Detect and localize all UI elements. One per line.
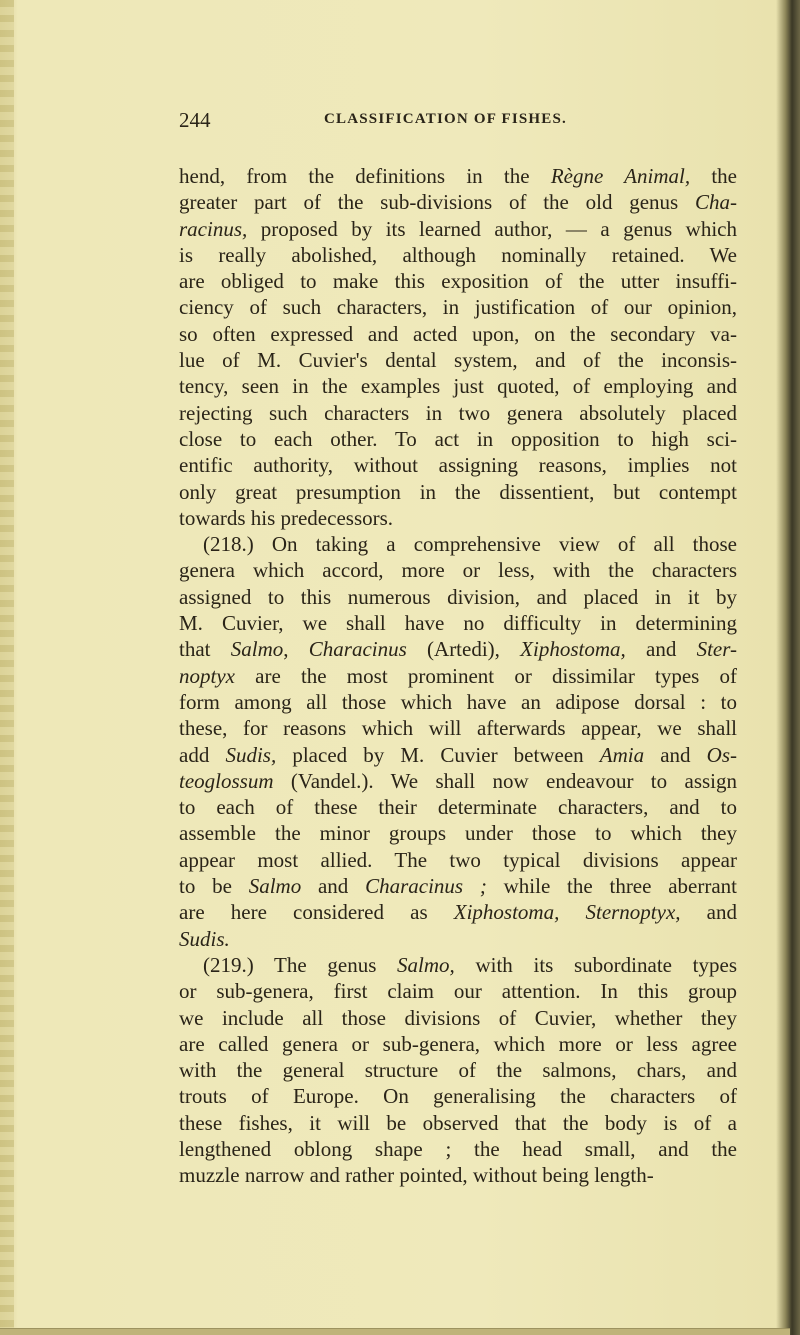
italic-text: Cha- xyxy=(695,190,737,215)
page-bottom-edge xyxy=(0,1328,790,1335)
body-text xyxy=(179,163,737,1189)
text-segment: or sub-genera, first claim our attention. In this group xyxy=(179,979,737,1004)
italic-text: Characinus ; xyxy=(365,874,487,899)
text-line xyxy=(179,1083,737,1109)
text-segment: close to each other. To act in opposition to high sci- xyxy=(179,426,737,451)
italic-text: Salmo xyxy=(230,637,284,662)
text-segment: assemble the minor groups under those to which they xyxy=(179,821,737,846)
text-segment: to each of these their determinate characters, and to xyxy=(179,795,737,820)
text-line xyxy=(179,400,737,426)
text-segment: M. Cuvier, we shall have no difficulty in determining xyxy=(179,611,737,636)
text-segment: entific authority, without assigning reasons, implies not xyxy=(179,453,737,478)
text-segment: is really abolished, although nominally retained. We xyxy=(179,242,737,267)
italic-text: Salmo, xyxy=(397,952,455,977)
text-segment: proposed by its learned author, — a genus which xyxy=(247,216,737,241)
text-segment: genera which accord, more or less, with the characters xyxy=(179,558,737,583)
text-line xyxy=(179,952,737,978)
text-line xyxy=(179,899,737,925)
italic-text: Xiphostoma, Sternoptyx, xyxy=(453,900,681,925)
text-line xyxy=(179,347,737,373)
italic-text: noptyx xyxy=(179,663,235,688)
text-line xyxy=(179,926,737,952)
text-segment: placed by M. Cuvier between xyxy=(276,742,600,767)
text-line xyxy=(179,663,737,689)
text-line xyxy=(179,268,737,294)
text-segment: lue of M. Cuvier's dental system, and of the inconsis- xyxy=(179,348,737,373)
text-segment: with its subordinate types xyxy=(454,952,737,977)
text-segment: we include all those divisions of Cuvier, whether they xyxy=(179,1005,737,1030)
text-segment: these fishes, it will be observed that the body is of a xyxy=(179,1110,737,1135)
text-line xyxy=(179,452,737,478)
text-segment: and xyxy=(625,637,697,662)
text-line xyxy=(179,689,737,715)
text-segment: the xyxy=(690,164,737,188)
italic-text: Règne Animal, xyxy=(550,164,691,188)
text-line xyxy=(179,505,737,531)
text-line xyxy=(179,373,737,399)
text-segment: are here considered as xyxy=(179,900,454,925)
text-line xyxy=(179,978,737,1004)
text-segment: greater part of the sub-divisions of the old genus xyxy=(179,190,695,215)
text-segment: and xyxy=(301,874,366,899)
text-segment: are the most prominent or dissimilar types of xyxy=(234,663,737,688)
text-line xyxy=(179,742,737,768)
text-line xyxy=(179,847,737,873)
text-segment: ciency of such characters, in justification of our opinion, xyxy=(179,295,737,320)
text-line xyxy=(179,479,737,505)
text-segment: these, for reasons which will afterwards appear, we shall xyxy=(179,716,737,741)
text-line xyxy=(179,820,737,846)
text-line xyxy=(179,294,737,320)
text-line xyxy=(179,531,737,557)
italic-text: Salmo xyxy=(248,874,302,899)
text-segment: muzzle narrow and rather pointed, without being length- xyxy=(179,1163,654,1188)
text-segment: add xyxy=(179,742,226,767)
text-line xyxy=(179,636,737,662)
text-segment: rejecting such characters in two genera absolutely placed xyxy=(179,400,737,425)
italic-text: Ster- xyxy=(696,637,737,662)
italic-text: teoglossum xyxy=(179,768,274,793)
text-line xyxy=(179,1031,737,1057)
page-number: 244 xyxy=(179,108,211,132)
text-segment: are called genera or sub-genera, which more or less agree xyxy=(179,1031,737,1056)
text-segment: (218.) On taking a comprehensive view of all those xyxy=(203,532,737,557)
text-segment: are obliged to make this exposition of the utter insuffi- xyxy=(179,269,737,294)
text-segment: (Artedi), xyxy=(406,637,521,662)
italic-text: racinus, xyxy=(179,216,248,241)
text-segment: while the three aberrant xyxy=(486,874,738,899)
text-line xyxy=(179,426,737,452)
text-segment: lengthened oblong shape ; the head small, and the xyxy=(179,1136,737,1161)
text-line xyxy=(179,163,737,189)
text-segment: (Vandel.). We shall now endeavour to assign xyxy=(273,768,737,793)
text-line xyxy=(179,1110,737,1136)
text-segment: only great presumption in the dissentient, but contempt xyxy=(179,479,737,504)
text-line xyxy=(179,189,737,215)
text-line xyxy=(179,794,737,820)
text-line xyxy=(179,216,737,242)
text-line xyxy=(179,1136,737,1162)
text-segment: tency, seen in the examples just quoted, of employing and xyxy=(179,374,737,399)
text-segment: that xyxy=(179,637,231,662)
page-gutter-edge xyxy=(0,0,14,1335)
text-line xyxy=(179,873,737,899)
text-line xyxy=(179,584,737,610)
italic-text: Sudis, xyxy=(225,742,277,767)
italic-text: Xiphostoma, xyxy=(520,637,626,662)
text-line xyxy=(179,242,737,268)
text-line xyxy=(179,1162,737,1188)
running-title: CLASSIFICATION OF FISHES. xyxy=(324,111,567,127)
text-line xyxy=(179,1005,737,1031)
text-line xyxy=(179,1057,737,1083)
text-segment: and xyxy=(680,900,738,925)
text-segment: assigned to this numerous division, and placed in it by xyxy=(179,584,737,609)
text-line xyxy=(179,715,737,741)
italic-text: Sudis. xyxy=(179,926,230,951)
text-line xyxy=(179,768,737,794)
text-segment: , xyxy=(283,637,309,662)
text-line xyxy=(179,321,737,347)
text-line xyxy=(179,557,737,583)
text-segment: (219.) The genus xyxy=(203,952,398,977)
running-header xyxy=(179,108,737,134)
text-segment: to be xyxy=(179,874,249,899)
italic-text: Os- xyxy=(706,742,737,767)
text-segment: trouts of Europe. On generalising the characters of xyxy=(179,1084,737,1109)
text-segment: and xyxy=(644,742,707,767)
text-segment: form among all those which have an adipose dorsal : to xyxy=(179,689,737,714)
text-segment: hend, from the definitions in the xyxy=(179,164,551,188)
text-segment: with the general structure of the salmons, chars, and xyxy=(179,1058,737,1083)
text-segment: towards his predecessors. xyxy=(179,505,394,530)
text-segment: so often expressed and acted upon, on the secondary va- xyxy=(179,321,737,346)
italic-text: Amia xyxy=(599,742,645,767)
italic-text: Characinus xyxy=(308,637,407,662)
text-line xyxy=(179,610,737,636)
text-segment: appear most allied. The two typical divisions appear xyxy=(179,847,737,872)
